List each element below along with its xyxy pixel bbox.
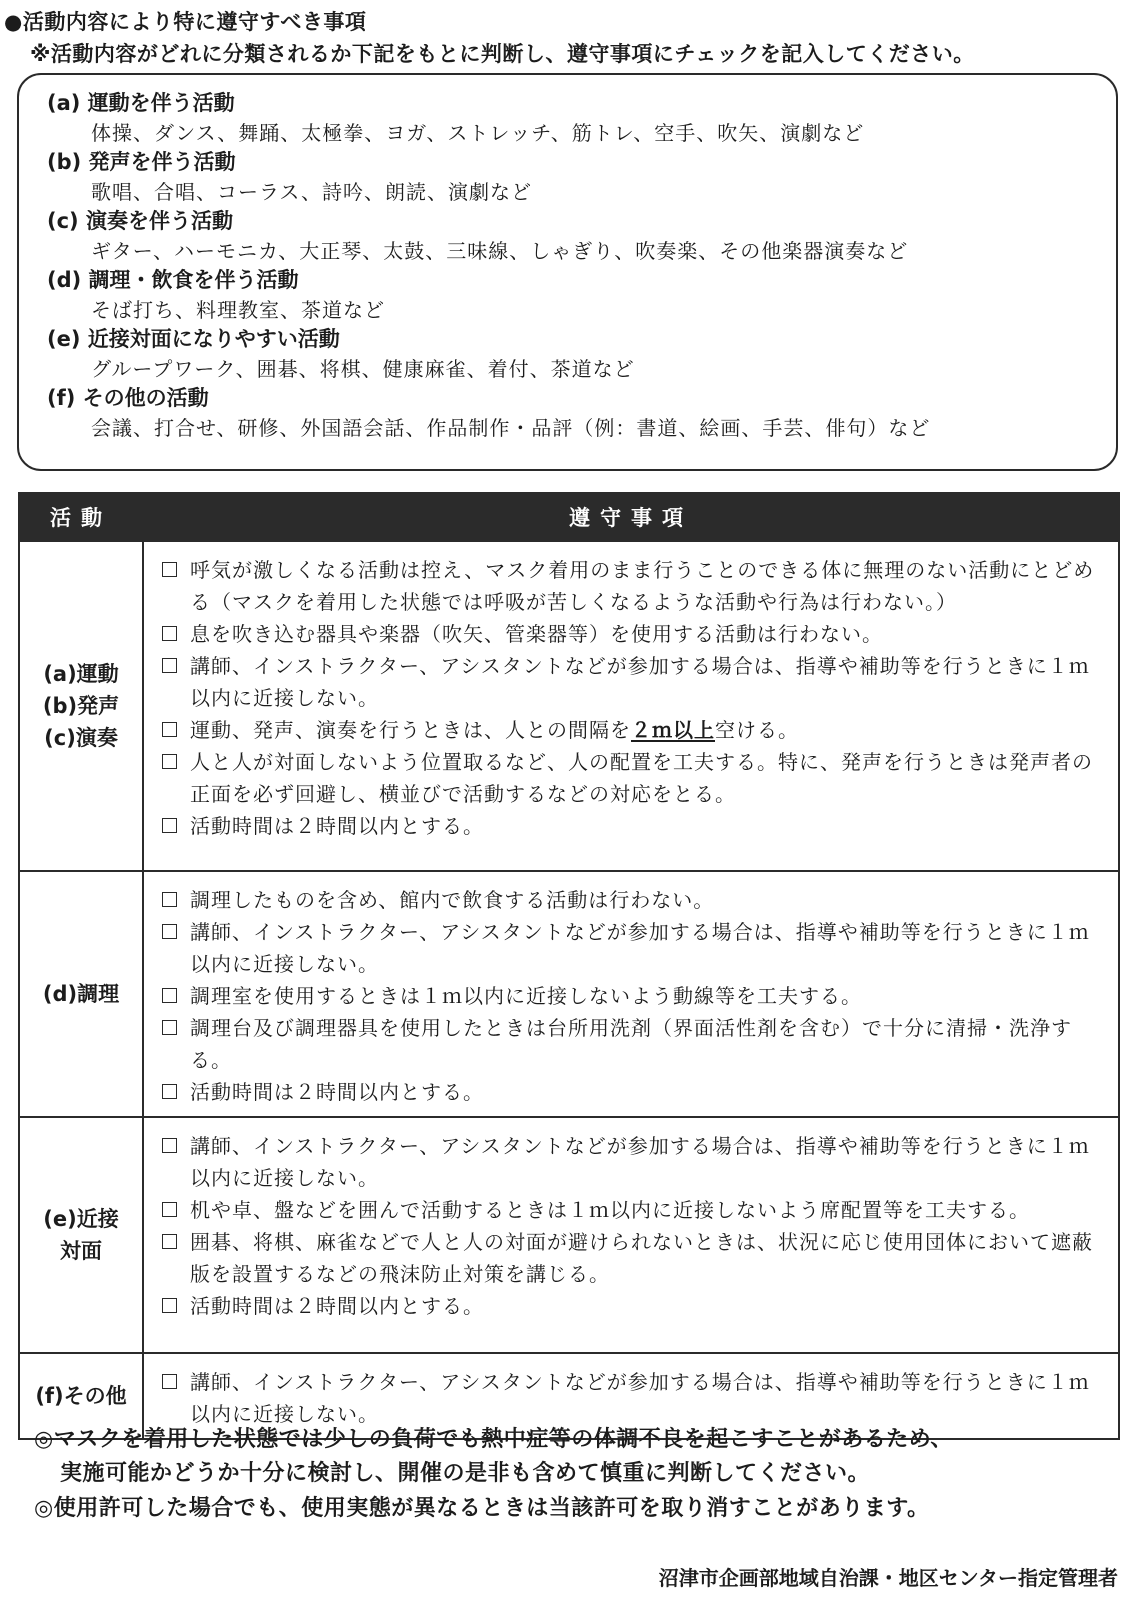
rule-item xyxy=(160,1012,1098,1076)
checkbox[interactable] xyxy=(162,1084,177,1099)
activity-label: 対面 xyxy=(60,1239,102,1263)
table-row xyxy=(19,871,1119,1117)
rule-text: 活動時間は２時間以内とする。 xyxy=(190,1080,484,1104)
rule-text: 調理台及び調理器具を使用したときは台所用洗剤（界面活性剤を含む）で十分に清掃・洗浄する。 xyxy=(190,1016,1072,1072)
rules-cell xyxy=(143,871,1119,1117)
table-row xyxy=(19,541,1119,871)
rule-item xyxy=(160,980,1098,1012)
rules-cell xyxy=(143,541,1119,871)
rule-text: 息を吹き込む器具や楽器（吹矢、管楽器等）を使用する活動は行わない。 xyxy=(190,622,883,646)
caution-note-line: 実施可能かどうか十分に検討し、開催の是非も含めて慎重に判断してください。 xyxy=(60,1461,871,1486)
rule-item xyxy=(160,1290,1098,1322)
checkbox[interactable] xyxy=(162,754,177,769)
rule-item xyxy=(160,1130,1098,1194)
rule-item xyxy=(160,714,1098,746)
checkbox[interactable] xyxy=(162,562,177,577)
category-title: (f) その他の活動 xyxy=(47,386,209,410)
activity-label: (c)演奏 xyxy=(44,726,118,750)
category-items: グループワーク、囲碁、将棋、健康麻雀、着付、茶道など xyxy=(91,357,635,381)
header-rules: 遵守事項 xyxy=(143,493,1119,541)
rule-text: 講師、インストラクター、アシスタントなどが参加する場合は、指導や補助等を行うときに１ｍ以内に近接しない。 xyxy=(190,654,1090,710)
rule-text: 講師、インストラクター、アシスタントなどが参加する場合は、指導や補助等を行うときに１ｍ以内に近接しない。 xyxy=(190,1370,1090,1426)
checkbox[interactable] xyxy=(162,1374,177,1389)
rule-text: 講師、インストラクター、アシスタントなどが参加する場合は、指導や補助等を行うときに１ｍ以内に近接しない。 xyxy=(190,920,1090,976)
category-items: 歌唱、合唱、コーラス、詩吟、朗読、演劇など xyxy=(91,180,532,204)
checkbox[interactable] xyxy=(162,1298,177,1313)
checkbox[interactable] xyxy=(162,818,177,833)
caution-note xyxy=(34,1423,953,1491)
checkbox[interactable] xyxy=(162,1138,177,1153)
category-title: (e) 近接対面になりやすい活動 xyxy=(47,327,340,351)
category-items: 体操、ダンス、舞踊、太極拳、ヨガ、ストレッチ、筋トレ、空手、吹矢、演劇など xyxy=(91,121,865,145)
rule-text: 運動、発声、演奏を行うときは、人との間隔を２ｍ以上空ける。 xyxy=(190,718,799,742)
rule-text: 囲碁、将棋、麻雀などで人と人の対面が避けられないときは、状況に応じ使用団体において遮蔽版を設置するなどの飛沫防止対策を講じる。 xyxy=(190,1230,1093,1286)
activity-label: (d)調理 xyxy=(42,982,120,1006)
category-title: (b) 発声を伴う活動 xyxy=(47,150,236,174)
checkbox[interactable] xyxy=(162,988,177,1003)
rule-item xyxy=(160,884,1098,916)
checkbox[interactable] xyxy=(162,924,177,939)
activity-label: (f)その他 xyxy=(35,1384,127,1408)
rule-item xyxy=(160,1076,1098,1108)
activity-label: (b)発声 xyxy=(42,694,120,718)
issuer-footer: 沼津市企画部地域自治課・地区センター指定管理者 xyxy=(658,1566,1118,1590)
revocation-note: ◎使用許可した場合でも、使用実態が異なるときは当該許可を取り消すことがあります。 xyxy=(34,1496,930,1521)
header-activity: 活動 xyxy=(19,493,143,541)
checkbox[interactable] xyxy=(162,1234,177,1249)
checkbox[interactable] xyxy=(162,892,177,907)
category-items: 会議、打合せ、研修、外国語会話、作品制作・品評（例：書道、絵画、手芸、俳句）など xyxy=(91,416,931,440)
category-title: (a) 運動を伴う活動 xyxy=(47,91,235,115)
rule-text: 活動時間は２時間以内とする。 xyxy=(190,1294,484,1318)
category-title: (d) 調理・飲食を伴う活動 xyxy=(47,268,299,292)
activity-category-box xyxy=(17,73,1118,471)
rule-text: 人と人が対面しないよう位置取るなど、人の配置を工夫する。特に、発声を行うときは発声者の正面を必ず回避し、横並びで活動するなどの対応をとる。 xyxy=(190,750,1093,806)
emphasized-text: ２ｍ以上 xyxy=(631,718,715,742)
activity-label: (e)近接 xyxy=(43,1207,119,1231)
rule-item xyxy=(160,554,1098,618)
rule-item xyxy=(160,810,1098,842)
rule-text: 調理室を使用するときは１ｍ以内に近接しないよう動線等を工夫する。 xyxy=(190,984,862,1008)
checkbox[interactable] xyxy=(162,626,177,641)
rule-item xyxy=(160,1194,1098,1226)
section-heading: ●活動内容により特に遵守すべき事項 xyxy=(4,10,367,34)
category-items: そば打ち、料理教室、茶道など xyxy=(91,298,385,322)
checkbox[interactable] xyxy=(162,1202,177,1217)
rule-item xyxy=(160,916,1098,980)
rule-item xyxy=(160,1366,1098,1430)
category-items: ギター、ハーモニカ、大正琴、太鼓、三味線、しゃぎり、吹奏楽、その他楽器演奏など xyxy=(91,239,909,263)
rule-item xyxy=(160,1226,1098,1290)
caution-note-line: ◎マスクを着用した状態では少しの負荷でも熱中症等の体調不良を起こすことがあるため、 xyxy=(34,1427,953,1452)
compliance-table xyxy=(18,492,1120,1440)
table-row xyxy=(19,1117,1119,1353)
activity-cell xyxy=(19,871,143,1117)
activity-cell xyxy=(19,541,143,871)
activity-cell xyxy=(19,1117,143,1353)
rule-text: 机や卓、盤などを囲んで活動するときは１ｍ以内に近接しないよう席配置等を工夫する。 xyxy=(190,1198,1030,1222)
table-header-row xyxy=(19,493,1119,541)
checkbox[interactable] xyxy=(162,658,177,673)
rule-text: 調理したものを含め、館内で飲食する活動は行わない。 xyxy=(190,888,715,912)
checkbox[interactable] xyxy=(162,1020,177,1035)
rule-text: 講師、インストラクター、アシスタントなどが参加する場合は、指導や補助等を行うときに１ｍ以内に近接しない。 xyxy=(190,1134,1090,1190)
rule-item xyxy=(160,746,1098,810)
rules-cell xyxy=(143,1117,1119,1353)
rule-item xyxy=(160,650,1098,714)
activity-label: (a)運動 xyxy=(43,662,119,686)
instruction-text: ※活動内容がどれに分類されるか下記をもとに判断し、遵守事項にチェックを記入してください。 xyxy=(30,42,975,66)
rule-item xyxy=(160,618,1098,650)
checkbox[interactable] xyxy=(162,722,177,737)
rule-text: 活動時間は２時間以内とする。 xyxy=(190,814,484,838)
category-title: (c) 演奏を伴う活動 xyxy=(47,209,233,233)
rule-text: 呼気が激しくなる活動は控え、マスク着用のまま行うことのできる体に無理のない活動にとどめる（マスクを着用した状態では呼吸が苦しくなるような活動や行為は行わない。） xyxy=(190,558,1095,614)
